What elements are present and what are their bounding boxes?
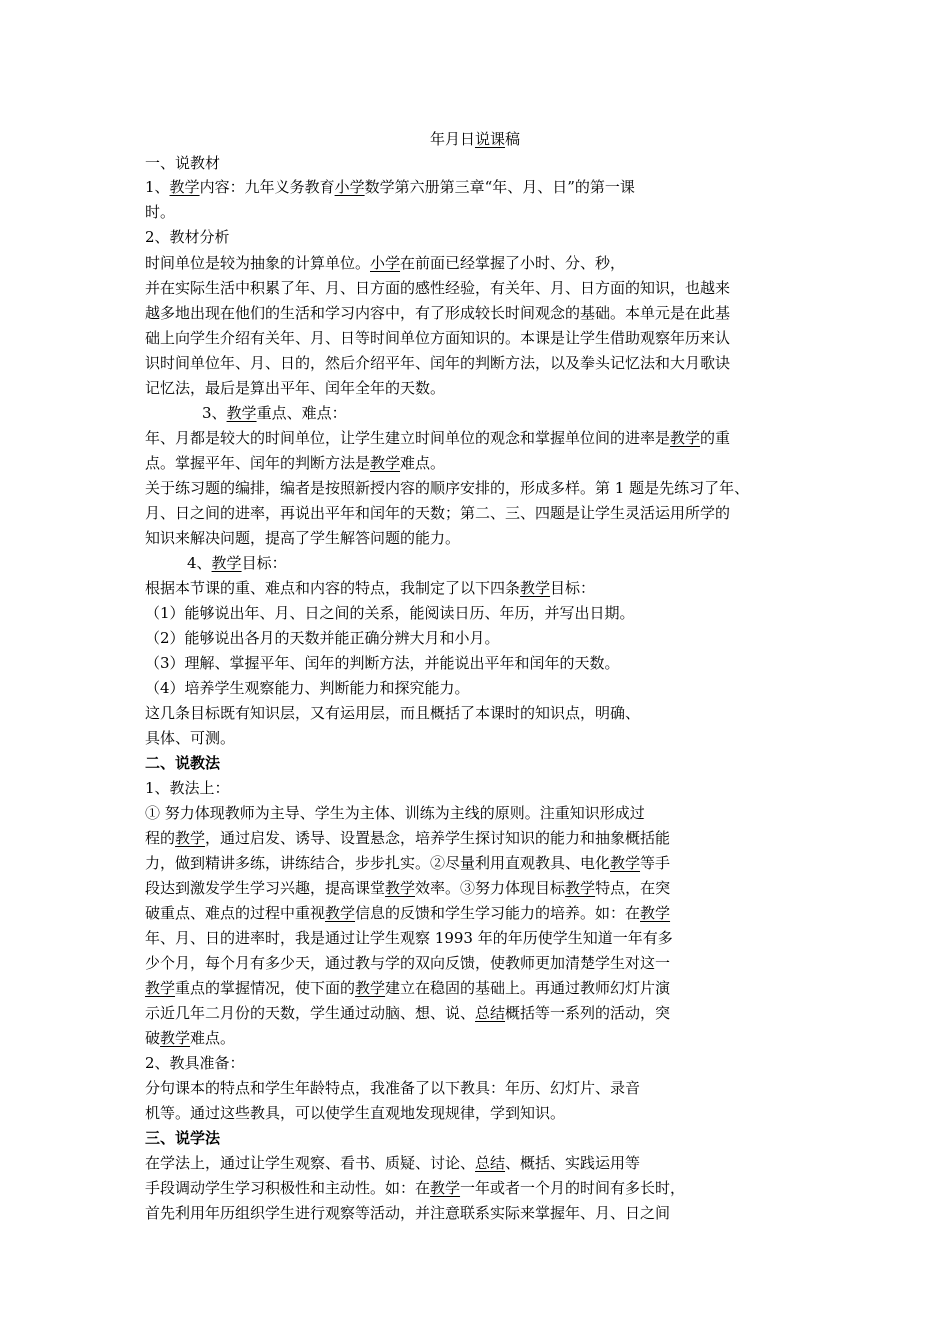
paragraph-line: 段达到激发学生学习兴趣，提高课堂教学效率。③努力体现目标教学特点，在突 [145, 879, 671, 897]
paragraph-line: 时间单位是较为抽象的计算单位。小学在前面已经掌握了小时、分、秒， [145, 254, 626, 272]
document-title: 年月日说课稿 [429, 130, 521, 148]
paragraph-line: 程的教学，通过启发、诱导、设置悬念，培养学生探讨知识的能力和抽象概括能 [145, 829, 671, 847]
paragraph-line: 机等。通过这些教具，可以使学生直观地发现规律，学到知识。 [145, 1104, 566, 1122]
paragraph-line: 年、月都是较大的时间单位，让学生建立时间单位的观念和掌握单位间的进率是教学的重 [145, 429, 731, 447]
subsection-heading: 1、教法上： [145, 779, 230, 797]
paragraph-line: 少个月，每个月有多少天，通过教与学的双向反馈，使教师更加清楚学生对这一 [145, 954, 671, 972]
list-item: （4）培养学生观察能力、判断能力和探究能力。 [145, 679, 470, 697]
paragraph-line: 力，做到精讲多练，讲练结合，步步扎实。②尽量利用直观教具、电化教学等手 [145, 854, 671, 872]
paragraph-line: 1、教学内容：九年义务教育小学数学第六册第三章“年、月、日”的第一课 [145, 178, 635, 196]
section-heading: 一、说教材 [145, 154, 221, 172]
subsection-heading: 3、教学重点、难点： [202, 404, 347, 422]
paragraph-line: 础上向学生介绍有关年、月、日等时间单位方面知识的。本课是让学生借助观察年历来认 [145, 329, 731, 347]
paragraph-line: 具体、可测。 [145, 729, 236, 747]
paragraph-line: 首先利用年历组织学生进行观察等活动，并注意联系实际来掌握年、月、日之间 [145, 1204, 671, 1222]
paragraph-line: 知识来解决问题，提高了学生解答问题的能力。 [145, 529, 461, 547]
paragraph-line: 记忆法，最后是算出平年、闰年全年的天数。 [145, 379, 446, 397]
paragraph-line: 根据本节课的重、难点和内容的特点，我制定了以下四条教学目标： [145, 579, 596, 597]
list-item: （3）理解、掌握平年、闰年的判断方法，并能说出平年和闰年的天数。 [145, 654, 620, 672]
list-item: （2）能够说出各月的天数并能正确分辨大月和小月。 [145, 629, 500, 647]
paragraph-line: 点。掌握平年、闰年的判断方法是教学难点。 [145, 454, 446, 472]
section-heading: 三、说学法 [145, 1129, 221, 1147]
section-heading: 二、说教法 [145, 754, 221, 772]
subsection-heading: 2、教材分析 [145, 228, 230, 246]
paragraph-line: 破重点、难点的过程中重视教学信息的反馈和学生学习能力的培养。如：在教学 [145, 904, 671, 922]
paragraph-line: ① 努力体现教师为主导、学生为主体、训练为主线的原则。注重知识形成过 [145, 804, 645, 822]
paragraph-line: 这几条目标既有知识层，又有运用层，而且概括了本课时的知识点，明确、 [145, 704, 641, 722]
paragraph-line: 越多地出现在他们的生活和学习内容中，有了形成较长时间观念的基础。本单元是在此基 [145, 304, 731, 322]
paragraph-line: 破教学难点。 [145, 1029, 236, 1047]
paragraph-line: 手段调动学生学习积极性和主动性。如：在教学一年或者一个月的时间有多长时， [145, 1179, 686, 1197]
subsection-heading: 2、教具准备： [145, 1054, 245, 1072]
paragraph-line: 并在实际生活中积累了年、月、日方面的感性经验，有关年、月、日方面的知识，也越来 [145, 279, 731, 297]
subsection-heading: 4、教学目标： [187, 554, 287, 572]
paragraph-line: 示近几年二月份的天数，学生通过动脑、想、说、总结概括等一系列的活动，突 [145, 1004, 671, 1022]
paragraph-line: 时。 [145, 203, 176, 221]
paragraph-line: 月、日之间的进率，再说出平年和闰年的天数；第二、三、四题是让学生灵活运用所学的 [145, 504, 731, 522]
paragraph-line: 关于练习题的编排，编者是按照新授内容的顺序安排的，形成多样。第 1 题是先练习了年、 [145, 479, 750, 497]
paragraph-line: 分句课本的特点和学生年龄特点，我准备了以下教具：年历、幻灯片、录音 [145, 1079, 641, 1097]
list-item: （1）能够说出年、月、日之间的关系，能阅读日历、年历，并写出日期。 [145, 604, 635, 622]
paragraph-line: 在学法上，通过让学生观察、看书、质疑、讨论、总结、概括、实践运用等 [145, 1154, 641, 1172]
paragraph-line: 教学重点的掌握情况，使下面的教学建立在稳固的基础上。再通过教师幻灯片演 [145, 979, 671, 997]
paragraph-line: 年、月、日的进率时，我是通过让学生观察 1993 年的年历使学生知道一年有多 [145, 929, 673, 947]
paragraph-line: 识时间单位年、月、日的，然后介绍平年、闰年的判断方法，以及拳头记忆法和大月歌诀 [145, 354, 731, 372]
